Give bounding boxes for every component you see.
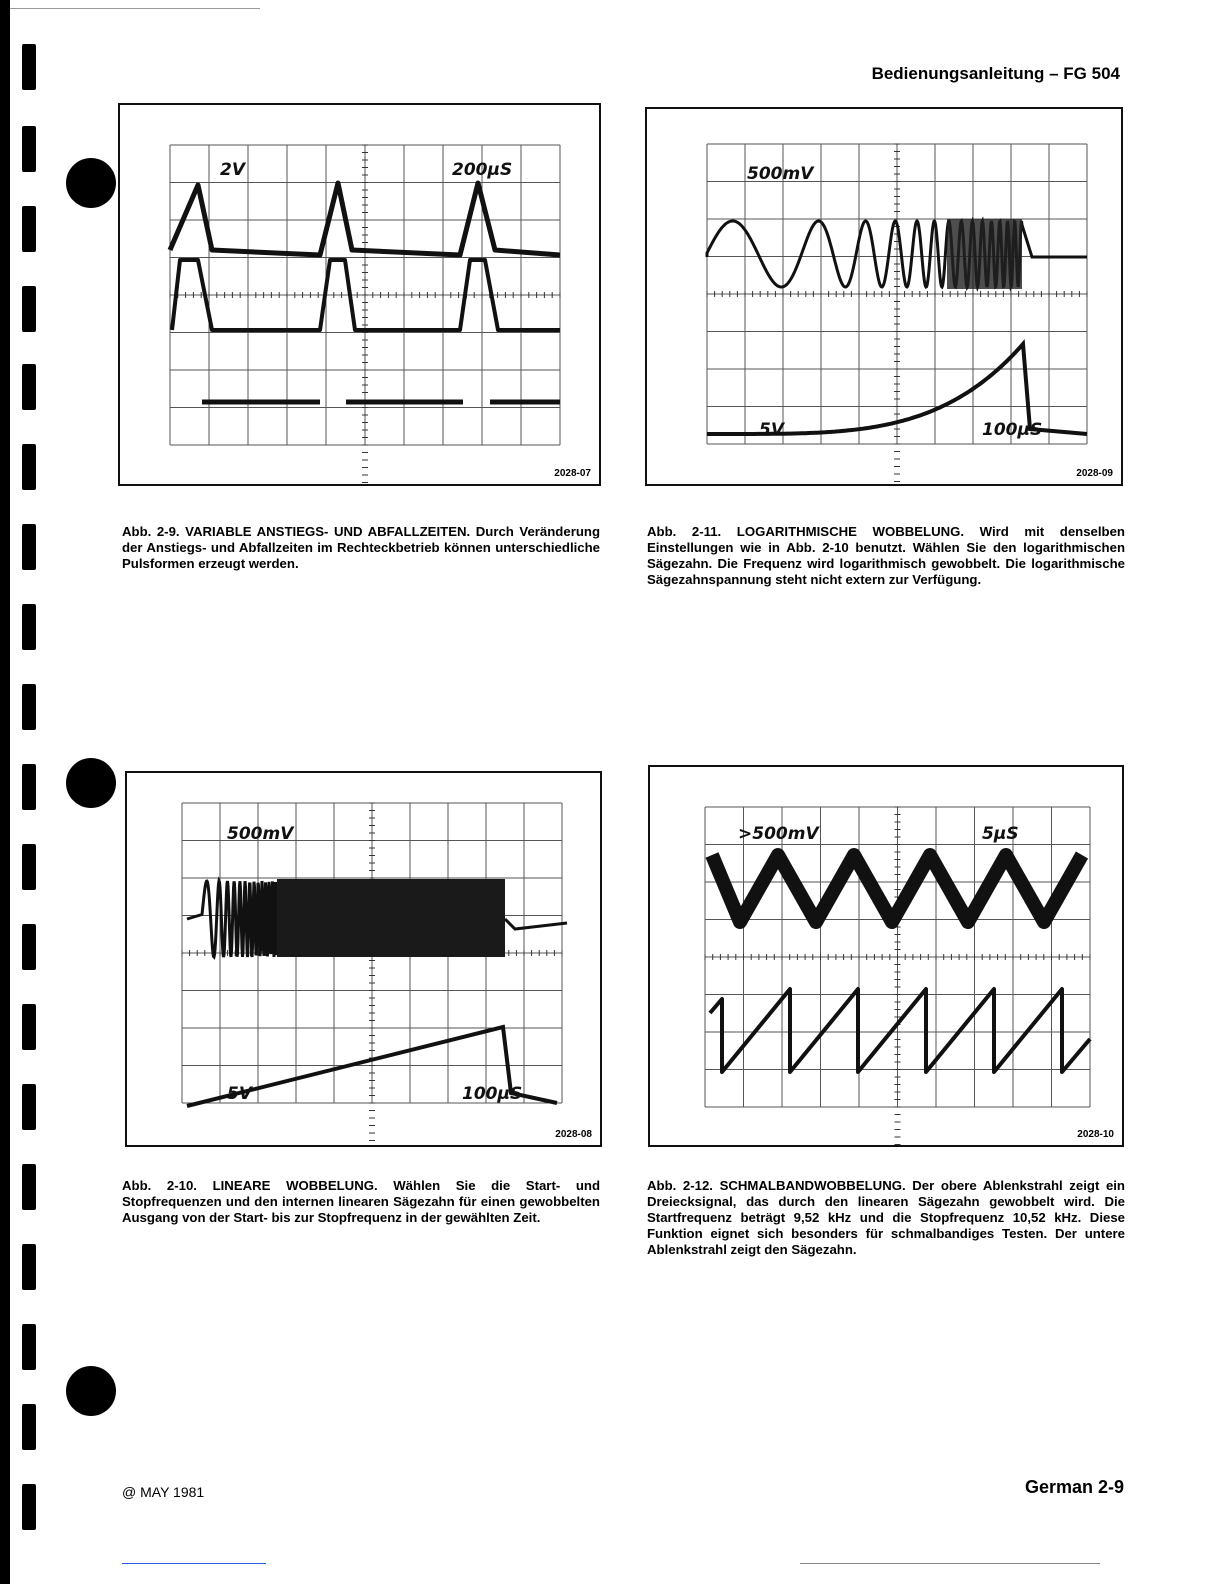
binder-slot [22, 524, 36, 570]
figure-2-10 [125, 771, 602, 1147]
page-number: German 2-9 [1024, 1477, 1124, 1497]
binder-slot [22, 924, 36, 970]
caption-label: Abb. 2-10. [122, 1178, 197, 1193]
figure-id: 2028-08 [555, 1129, 592, 1140]
caption-2-9 [122, 524, 600, 572]
sweep-dense-region [277, 879, 505, 957]
figure-id: 2028-10 [1077, 1129, 1114, 1140]
graticule [705, 807, 1090, 1145]
caption-2-10 [122, 1178, 600, 1226]
bottom-rule-blue [122, 1563, 266, 1564]
binder-slot [22, 444, 36, 490]
binder-edge [0, 0, 10, 1584]
page-header-title: Bedienungsanleitung – FG 504 [871, 64, 1120, 83]
punch-hole [66, 158, 116, 208]
binder-slot [22, 1084, 36, 1130]
caption-text: SCHMALBANDWOBBELUNG. Der obere Ablenkstrahl zeigt ein Dreiecksignal, das durch den linearen Sägezahn gewobbelt wird. Die Startfrequenz beträgt 9,52 kHz und die Stopfrequenz 10,52 kHz. Diese Funktion eignet sich besonders für schmalbandiges Testen. Der untere Ablenkstrahl zeigt den Sägezahn. [647, 1178, 1125, 1257]
sweep-dense-region [947, 219, 1022, 289]
oscilloscope-display-2-9 [120, 105, 599, 484]
time-per-div-label: 100µS [982, 420, 1043, 440]
punch-hole [66, 1366, 116, 1416]
binder-slot [22, 126, 36, 172]
binder-slot [22, 286, 36, 332]
binder-slot [22, 206, 36, 252]
oscilloscope-display-2-11 [647, 109, 1121, 484]
graticule [170, 145, 560, 484]
figure-2-11 [645, 107, 1123, 486]
binder-slot [22, 44, 36, 90]
binder-slot [22, 764, 36, 810]
binder-slot [22, 684, 36, 730]
ramp-volts-label: 5V [759, 420, 784, 440]
binder-slot [22, 1164, 36, 1210]
volts-per-div-label: >500mV [738, 824, 819, 844]
binder-slot [22, 1484, 36, 1530]
figure-2-9 [118, 103, 601, 486]
time-per-div-label: 5µS [982, 824, 1019, 844]
caption-2-11 [647, 524, 1125, 588]
binder-slot [22, 1004, 36, 1050]
volts-per-div-label: 2V [220, 160, 245, 180]
top-rule [10, 8, 260, 9]
binder-slot [22, 364, 36, 410]
caption-text: LOGARITHMISCHE WOBBELUNG. Wird mit denselben Einstellungen wie in Abb. 2-10 benutzt. Wählen Sie den logarithmischen Sägezahn. Die Frequenz wird logarithmisch gewobbelt. Die logarithmische Sägezahnspannung steht nicht extern zur Verfügung. [647, 524, 1125, 587]
caption-2-12 [647, 1178, 1125, 1258]
binder-slot [22, 1324, 36, 1370]
trace-sawtooth [710, 989, 1090, 1072]
ramp-volts-label: 5V [227, 1084, 252, 1104]
caption-label: Abb. 2-11. [647, 524, 722, 539]
oscilloscope-display-2-12 [650, 767, 1122, 1145]
caption-text: VARIABLE ANSTIEGS- UND ABFALLZEITEN. Durch Veränderung der Anstiegs- und Abfallzeiten im Rechteckbetrieb können unterschiedliche Pulsformen erzeugt werden. [122, 524, 600, 571]
time-per-div-label: 100µS [462, 1084, 523, 1104]
bottom-rule-gray [800, 1563, 1100, 1564]
figure-id: 2028-09 [1076, 468, 1113, 479]
binder-slot [22, 604, 36, 650]
volts-per-div-label: 500mV [227, 824, 294, 844]
punch-hole [66, 758, 116, 808]
figure-2-12 [648, 765, 1124, 1147]
oscilloscope-display-2-10 [127, 773, 600, 1145]
binder-slot [22, 844, 36, 890]
caption-label: Abb. 2-9. [122, 524, 180, 539]
caption-text: LINEARE WOBBELUNG. Wählen Sie die Start- und Stopfrequenzen und den internen linearen Sägezahn für einen gewobbelten Ausgang von der Start- bis zur Stopfrequenz in der gewählten Zeit. [122, 1178, 600, 1225]
caption-label: Abb. 2-12. [647, 1178, 713, 1193]
binder-slot [22, 1244, 36, 1290]
footer-date: @ MAY 1981 [122, 1484, 205, 1500]
binder-slot [22, 1404, 36, 1450]
time-per-div-label: 200µS [452, 160, 513, 180]
figure-id: 2028-07 [554, 468, 591, 479]
volts-per-div-label: 500mV [747, 164, 814, 184]
